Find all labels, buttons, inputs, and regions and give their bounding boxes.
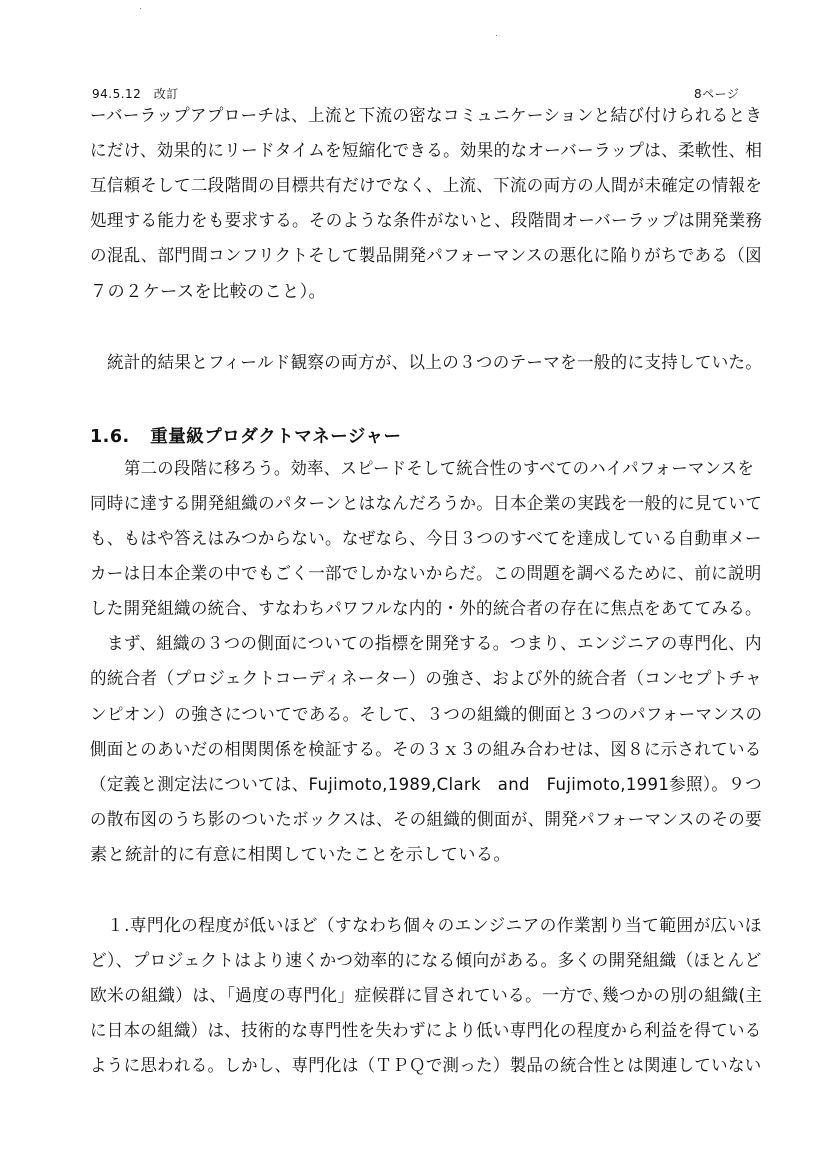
text-line: ように思われる。しかし、専門化は（ＴＰＱで測った）製品の統合性とは関連していない: [90, 1056, 762, 1076]
text-line: 統計的結果とフィールド観察の両方が、以上の３つのテーマを一般的に支持していた。: [107, 353, 763, 373]
text-line: １.専門化の程度が低いほど（すなわち個々のエンジニアの作業割り当て範囲が広いほ: [107, 916, 762, 936]
text-line: 的統合者（プロジェクトコーディネーター）の強さ、および外的統合者（コンセプトチャ: [90, 669, 762, 689]
text-line: 互信頼そして二段階間の目標共有だけでなく、上流、下流の両方の人間が未確定の情報を: [90, 176, 763, 196]
text-line: も、もはや答えはみつからない。なぜなら、今日３つのすべてを達成している自動車メー: [90, 529, 762, 549]
text-line: カーは日本企業の中でもごく一部でしかないからだ。この問題を調べるために、前に説明: [90, 564, 762, 584]
text-line: ンピオン）の強さについてである。そして、３つの組織的側面と３つのパフォーマンスの: [90, 705, 763, 725]
text-line: 素と統計的に有意に相関していたことを示している。: [90, 845, 511, 865]
scan-speck: [496, 35, 497, 36]
text-line: 処理する能力をも要求する。そのような条件がないと、段階間オーバーラップは開発業務: [90, 211, 763, 231]
text-line: に日本の組織）は、技術的な専門性を失わずにより低い専門化の程度から利益を得ている: [90, 1021, 762, 1041]
text-line: の散布図のうち影のついたボックスは、その組織的側面が、開発パフォーマンスのその要: [90, 810, 762, 830]
text-line: まず、組織の３つの側面についての指標を開発する。つまり、エンジニアの専門化、内: [107, 634, 762, 654]
text-line: の混乱、部門間コンフリクトそして製品開発パフォーマンスの悪化に陥りがちである（図: [90, 246, 762, 266]
section-heading: [90, 423, 402, 448]
text-line: ーバーラップアプローチは、上流と下流の密なコミュニケーションと結び付けられるとき: [90, 106, 763, 126]
section-number: 1.6.: [90, 427, 130, 447]
text-line: ７の２ケースを比較のこと）。: [90, 282, 327, 302]
header-date-revision: 94.5.12 改訂: [92, 87, 179, 101]
text-line: 側面とのあいだの相関関係を検証する。その３ｘ３の組み合わせは、図８に示されている: [90, 740, 762, 760]
page-number: 8ページ: [694, 87, 740, 101]
text-line: した開発組織の統合、すなわちパワフルな内的・外的統合者の存在に焦点をあててみる。: [90, 599, 762, 619]
text-line: 同時に達する開発組織のパターンとはなんだろうか。日本企業の実践を一般的に見ていて: [90, 494, 763, 514]
section-title: 重量級プロダクトマネージャー: [150, 427, 402, 447]
text-line: ど）、プロジェクトはより速くかつ効率的になる傾向がある。多くの開発組織（ほとんど: [90, 951, 762, 971]
scan-speck: [140, 8, 141, 9]
text-line: にだけ、効果的にリードタイムを短縮化できる。効果的なオーバーラップは、柔軟性、相: [90, 141, 763, 161]
text-line: （定義と測定法については、Fujimoto,1989,Clark and Fujimoto,1991参照）。９つ: [90, 775, 762, 795]
text-line: 第二の段階に移ろう。効率、スピードそして統合性のすべてのハイパフォーマンスを: [124, 459, 755, 479]
text-line: 欧米の組織）は、「過度の専門化」症候群に冒されている。一方で､幾つかの別の組織(主: [90, 986, 763, 1006]
